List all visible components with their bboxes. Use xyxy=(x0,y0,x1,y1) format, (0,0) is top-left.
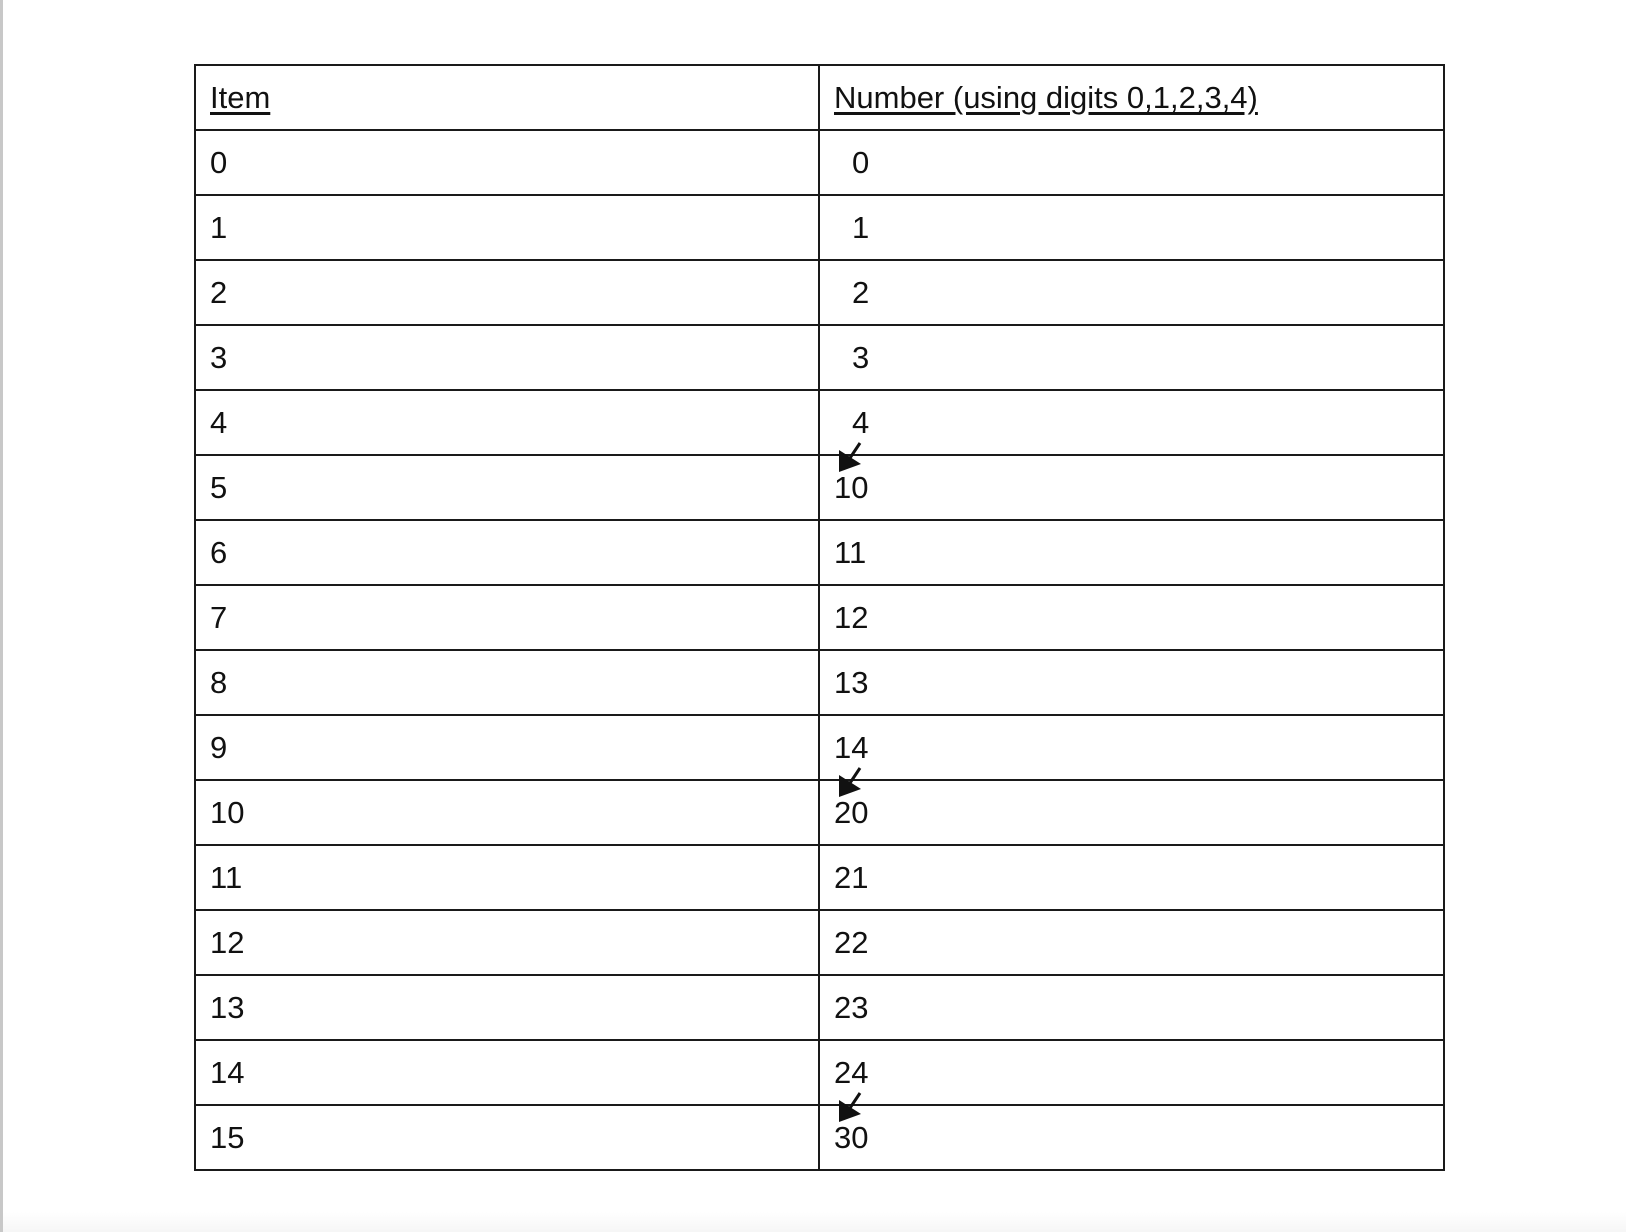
table-row xyxy=(195,780,1444,845)
table-row xyxy=(195,650,1444,715)
number-cell xyxy=(819,780,1444,845)
item-cell: 6 xyxy=(195,520,819,585)
table-row xyxy=(195,845,1444,910)
table-row xyxy=(195,130,1444,195)
item-cell: 10 xyxy=(195,780,819,845)
number-cell: 24 xyxy=(819,1040,1444,1105)
number-value: 1 xyxy=(852,210,870,245)
table-row xyxy=(195,975,1444,1040)
table-row xyxy=(195,585,1444,650)
number-cell xyxy=(819,1105,1444,1170)
item-cell: 8 xyxy=(195,650,819,715)
item-cell: 0 xyxy=(195,130,819,195)
item-cell: 5 xyxy=(195,455,819,520)
number-value: 30 xyxy=(834,1120,869,1155)
item-cell: 11 xyxy=(195,845,819,910)
table-row xyxy=(195,910,1444,975)
arrow-down-left-icon xyxy=(835,1092,869,1126)
number-value: 0 xyxy=(852,145,870,180)
number-cell: 14 xyxy=(819,715,1444,780)
table-header-row xyxy=(195,65,1444,130)
header-item: Item xyxy=(195,65,819,130)
number-cell: 23 xyxy=(819,975,1444,1040)
number-value: 4 xyxy=(852,405,870,440)
number-cell: 11 xyxy=(819,520,1444,585)
arrow-down-left-icon xyxy=(835,442,869,476)
item-cell: 13 xyxy=(195,975,819,1040)
number-value: 3 xyxy=(852,340,870,375)
table-row xyxy=(195,195,1444,260)
page-left-edge xyxy=(0,0,3,1232)
item-cell: 15 xyxy=(195,1105,819,1170)
number-cell xyxy=(819,130,1444,195)
item-cell: 9 xyxy=(195,715,819,780)
number-cell xyxy=(819,455,1444,520)
item-cell: 2 xyxy=(195,260,819,325)
table-row xyxy=(195,260,1444,325)
item-cell: 12 xyxy=(195,910,819,975)
arrow-down-left-icon xyxy=(835,767,869,801)
number-cell xyxy=(819,195,1444,260)
page-bottom-shade xyxy=(3,1212,1626,1232)
table-row xyxy=(195,455,1444,520)
number-cell: 22 xyxy=(819,910,1444,975)
number-value: 2 xyxy=(852,275,870,310)
number-cell: 12 xyxy=(819,585,1444,650)
table-row xyxy=(195,1040,1444,1105)
table-row xyxy=(195,715,1444,780)
number-cell xyxy=(819,390,1444,455)
item-cell: 14 xyxy=(195,1040,819,1105)
item-cell: 7 xyxy=(195,585,819,650)
number-cell: 21 xyxy=(819,845,1444,910)
table-row xyxy=(195,1105,1444,1170)
base-five-table xyxy=(194,64,1445,1171)
number-cell xyxy=(819,260,1444,325)
table-row xyxy=(195,325,1444,390)
number-cell: 13 xyxy=(819,650,1444,715)
item-cell: 3 xyxy=(195,325,819,390)
number-value: 10 xyxy=(834,470,869,505)
item-cell: 4 xyxy=(195,390,819,455)
table-row xyxy=(195,520,1444,585)
number-cell xyxy=(819,325,1444,390)
number-value: 20 xyxy=(834,795,869,830)
header-number: Number (using digits 0,1,2,3,4) xyxy=(819,65,1444,130)
table-row xyxy=(195,390,1444,455)
item-cell: 1 xyxy=(195,195,819,260)
